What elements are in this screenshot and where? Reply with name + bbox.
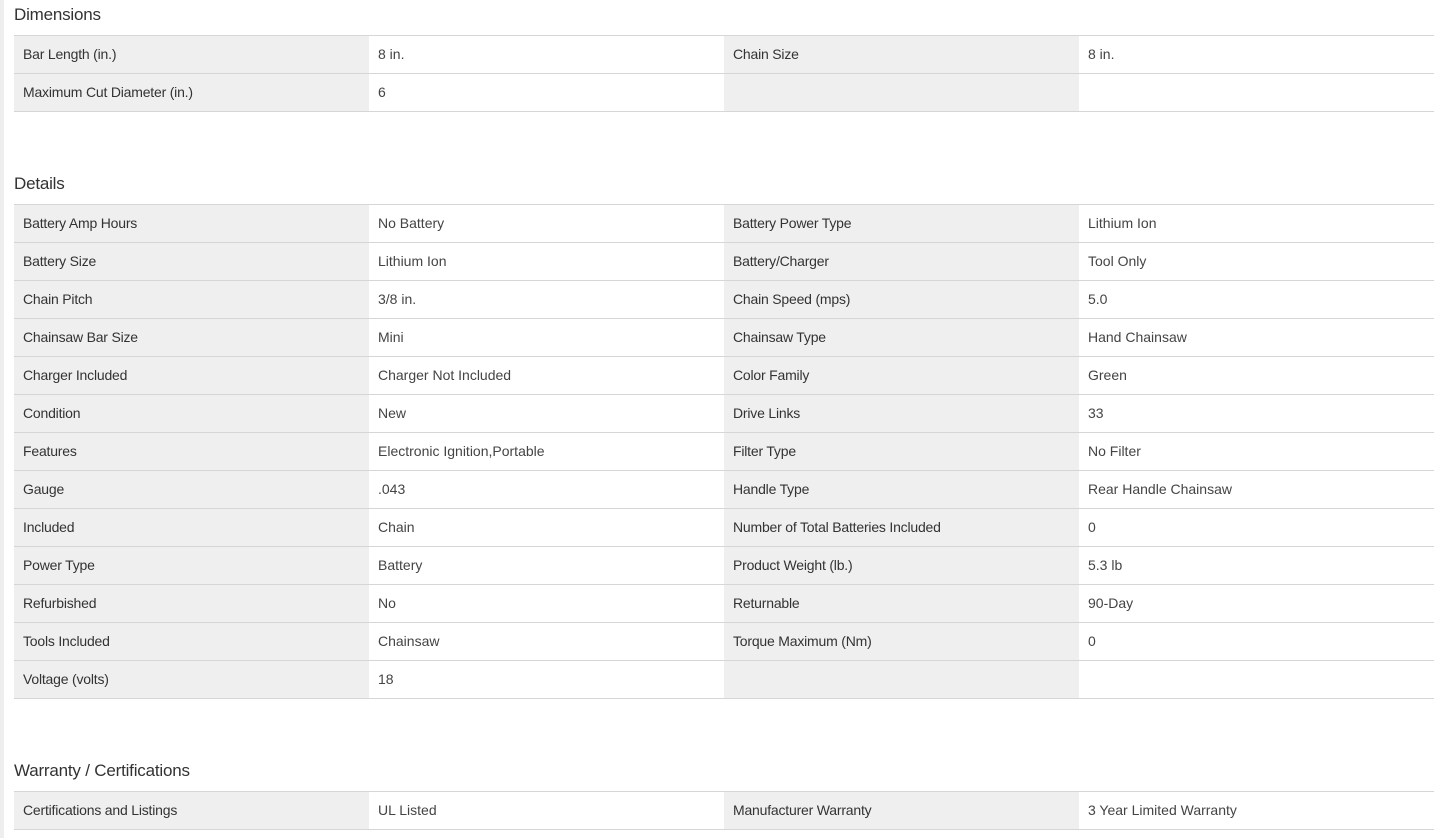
spec-label-empty — [724, 74, 1079, 111]
spec-label: Drive Links — [724, 395, 1079, 432]
spec-value: No — [369, 585, 724, 622]
spec-label: Included — [14, 509, 369, 546]
spec-table-details — [14, 204, 1434, 699]
spec-label: Chain Pitch — [14, 281, 369, 318]
table-row — [14, 547, 1434, 585]
page-left-border — [0, 0, 4, 838]
spec-label: Certifications and Listings — [14, 792, 369, 829]
spec-value-empty — [1079, 74, 1434, 111]
spec-value: 3/8 in. — [369, 281, 724, 318]
spec-value: 90-Day — [1079, 585, 1434, 622]
spec-label: Gauge — [14, 471, 369, 508]
spec-label: Condition — [14, 395, 369, 432]
spec-value: 8 in. — [369, 36, 724, 73]
spec-label: Refurbished — [14, 585, 369, 622]
table-row — [14, 395, 1434, 433]
spec-label: Battery/Charger — [724, 243, 1079, 280]
spec-value: Green — [1079, 357, 1434, 394]
table-row — [14, 319, 1434, 357]
spec-value: New — [369, 395, 724, 432]
spec-value: 33 — [1079, 395, 1434, 432]
table-row — [14, 585, 1434, 623]
spec-label-empty — [724, 661, 1079, 698]
spec-label: Filter Type — [724, 433, 1079, 470]
spec-value: Lithium Ion — [369, 243, 724, 280]
spec-label: Bar Length (in.) — [14, 36, 369, 73]
spec-value: 0 — [1079, 623, 1434, 660]
spec-value: Hand Chainsaw — [1079, 319, 1434, 356]
table-row — [14, 433, 1434, 471]
spec-value: Electronic Ignition,Portable — [369, 433, 724, 470]
table-row — [14, 357, 1434, 395]
spec-value: Rear Handle Chainsaw — [1079, 471, 1434, 508]
section-title: Dimensions — [14, 5, 101, 24]
spec-value: Lithium Ion — [1079, 205, 1434, 242]
spec-value: No Battery — [369, 205, 724, 242]
spec-label: Power Type — [14, 547, 369, 584]
section-title: Warranty / Certifications — [14, 761, 190, 780]
spec-value: Tool Only — [1079, 243, 1434, 280]
spec-label: Voltage (volts) — [14, 661, 369, 698]
table-row — [14, 623, 1434, 661]
section-title: Details — [14, 174, 65, 193]
section-warranty-certifications — [14, 760, 1434, 818]
spec-value: No Filter — [1079, 433, 1434, 470]
section-details — [14, 173, 1434, 687]
spec-label: Torque Maximum (Nm) — [724, 623, 1079, 660]
spec-table-warranty — [14, 791, 1434, 830]
spec-label: Maximum Cut Diameter (in.) — [14, 74, 369, 111]
spec-label: Chainsaw Bar Size — [14, 319, 369, 356]
table-row — [14, 281, 1434, 319]
spec-value: 5.0 — [1079, 281, 1434, 318]
table-row — [14, 792, 1434, 830]
spec-label: Manufacturer Warranty — [724, 792, 1079, 829]
table-row — [14, 243, 1434, 281]
spec-value: 8 in. — [1079, 36, 1434, 73]
spec-value: .043 — [369, 471, 724, 508]
spec-value: Battery — [369, 547, 724, 584]
spec-label: Tools Included — [14, 623, 369, 660]
spec-value: Chain — [369, 509, 724, 546]
spec-label: Returnable — [724, 585, 1079, 622]
spec-value: 3 Year Limited Warranty — [1079, 792, 1434, 829]
spec-label: Features — [14, 433, 369, 470]
spec-value: Chainsaw — [369, 623, 724, 660]
spec-value: Mini — [369, 319, 724, 356]
spec-label: Chain Size — [724, 36, 1079, 73]
spec-value: 6 — [369, 74, 724, 111]
spec-value: Charger Not Included — [369, 357, 724, 394]
spec-table-dimensions — [14, 35, 1434, 112]
table-row — [14, 205, 1434, 243]
spec-label: Battery Size — [14, 243, 369, 280]
spec-value: 0 — [1079, 509, 1434, 546]
spec-label: Product Weight (lb.) — [724, 547, 1079, 584]
table-row — [14, 74, 1434, 112]
spec-label: Number of Total Batteries Included — [724, 509, 1079, 546]
table-row — [14, 36, 1434, 74]
section-dimensions — [14, 4, 1434, 100]
table-row — [14, 471, 1434, 509]
spec-label: Charger Included — [14, 357, 369, 394]
spec-value-empty — [1079, 661, 1434, 698]
spec-label: Chain Speed (mps) — [724, 281, 1079, 318]
spec-value: 5.3 lb — [1079, 547, 1434, 584]
spec-label: Handle Type — [724, 471, 1079, 508]
spec-value: UL Listed — [369, 792, 724, 829]
spec-label: Battery Power Type — [724, 205, 1079, 242]
spec-value: 18 — [369, 661, 724, 698]
spec-label: Color Family — [724, 357, 1079, 394]
table-row — [14, 661, 1434, 699]
spec-label: Chainsaw Type — [724, 319, 1079, 356]
table-row — [14, 509, 1434, 547]
spec-label: Battery Amp Hours — [14, 205, 369, 242]
